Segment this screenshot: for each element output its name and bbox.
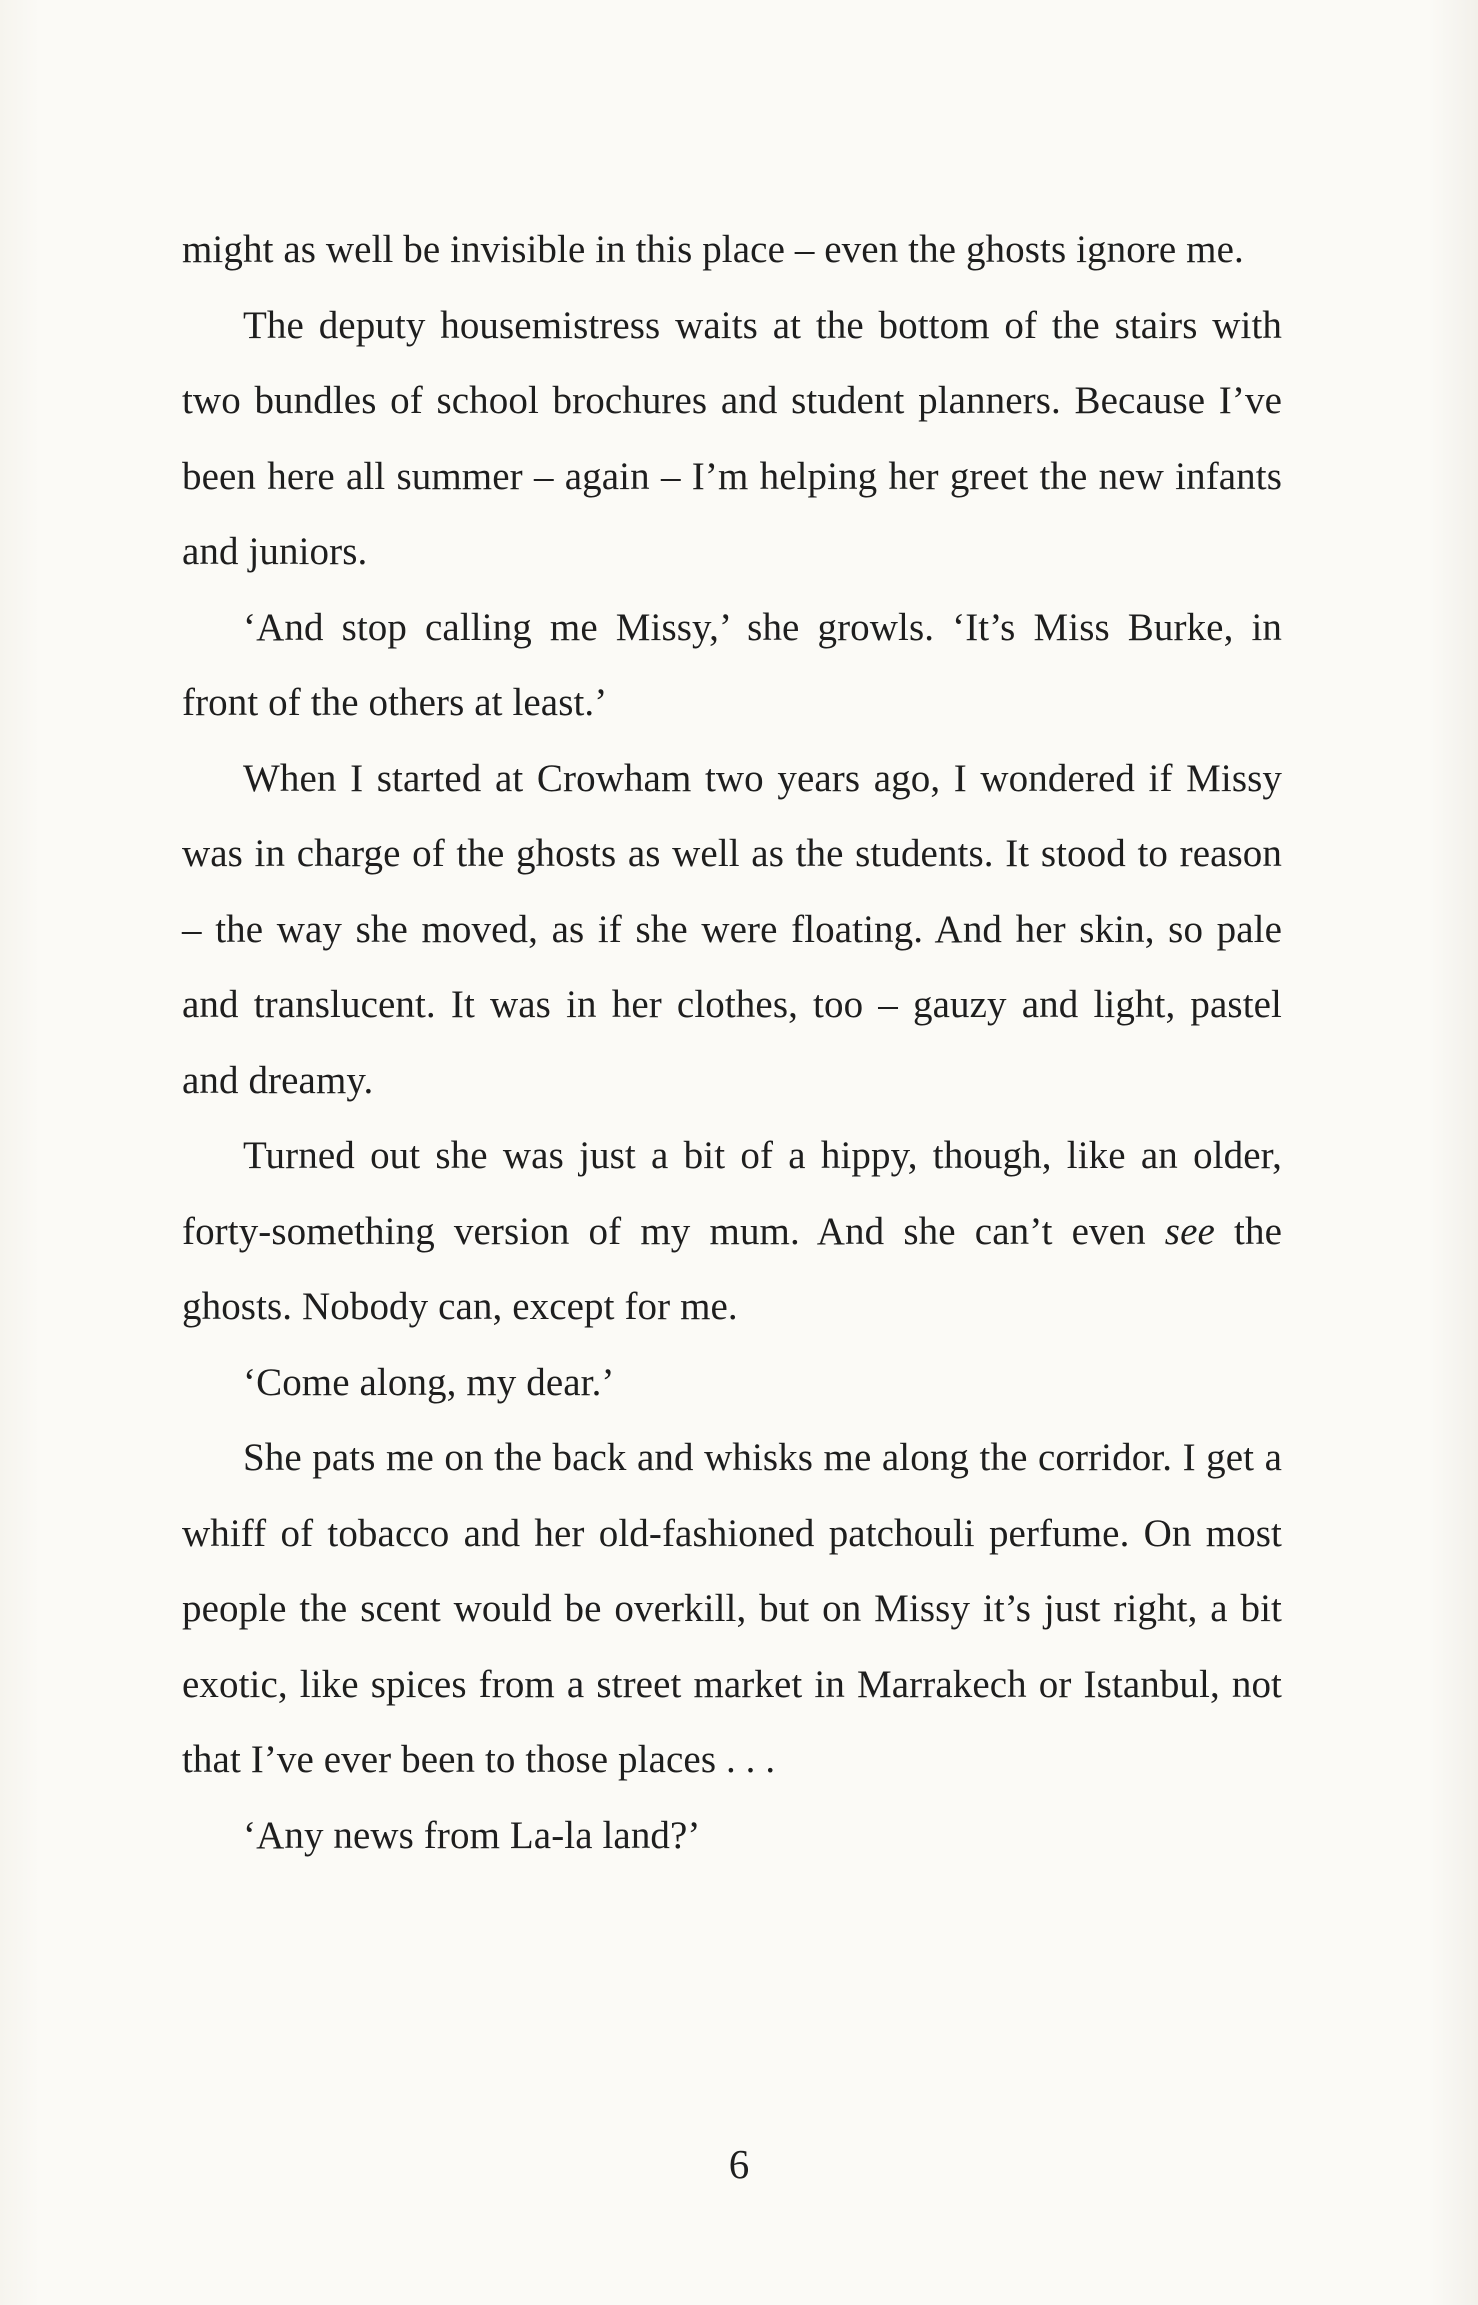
emphasis-see: see <box>1164 1209 1215 1253</box>
body-text <box>182 212 1282 1873</box>
paragraph-5 <box>182 1118 1282 1345</box>
paragraph-7: She pats me on the back and whisks me along the corridor. I get a whiff of tobacco and her old-fashioned patchouli perfume. On most people the scent would be overkill, but on Missy it’s just right, a bit exotic, like spices from a street market in Marrakech or Istanbul, not that I’ve ever been to those places . . . <box>182 1436 1282 1781</box>
page-number: 6 <box>728 2141 750 2187</box>
paragraph-4: When I started at Crowham two years ago, I wondered if Missy was in charge of the ghosts as well as the students. It stood to reason – the way she moved, as if she were floating. And her skin, so pale and translucent. It was in her clothes, too – gauzy and light, pastel and dreamy. <box>182 756 1282 1102</box>
paragraph-6: ‘Come along, my dear.’ <box>243 1360 615 1404</box>
paragraph-5-tail: the ghosts. Nobody can, except for me. <box>182 1209 1282 1328</box>
paragraph-1: might as well be invisible in this place – even the ghosts ignore me. <box>182 228 1244 271</box>
paragraph-8: ‘Any news from La-la land?’ <box>243 1813 701 1857</box>
paragraph-5-text: Turned out she was just a bit of a hippy, though, like an older, forty-something version of my mum. And she can’t even <box>182 1134 1282 1253</box>
paragraph-3: ‘And stop calling me Missy,’ she growls. ‘It’s Miss Burke, in front of the others at least.’ <box>182 605 1282 724</box>
paragraph-2: The deputy housemistress waits at the bottom of the stairs with two bundles of school brochures and student planners. Because I’ve been here all summer – again – I’m helping her greet the new infants and juniors. <box>182 303 1282 573</box>
